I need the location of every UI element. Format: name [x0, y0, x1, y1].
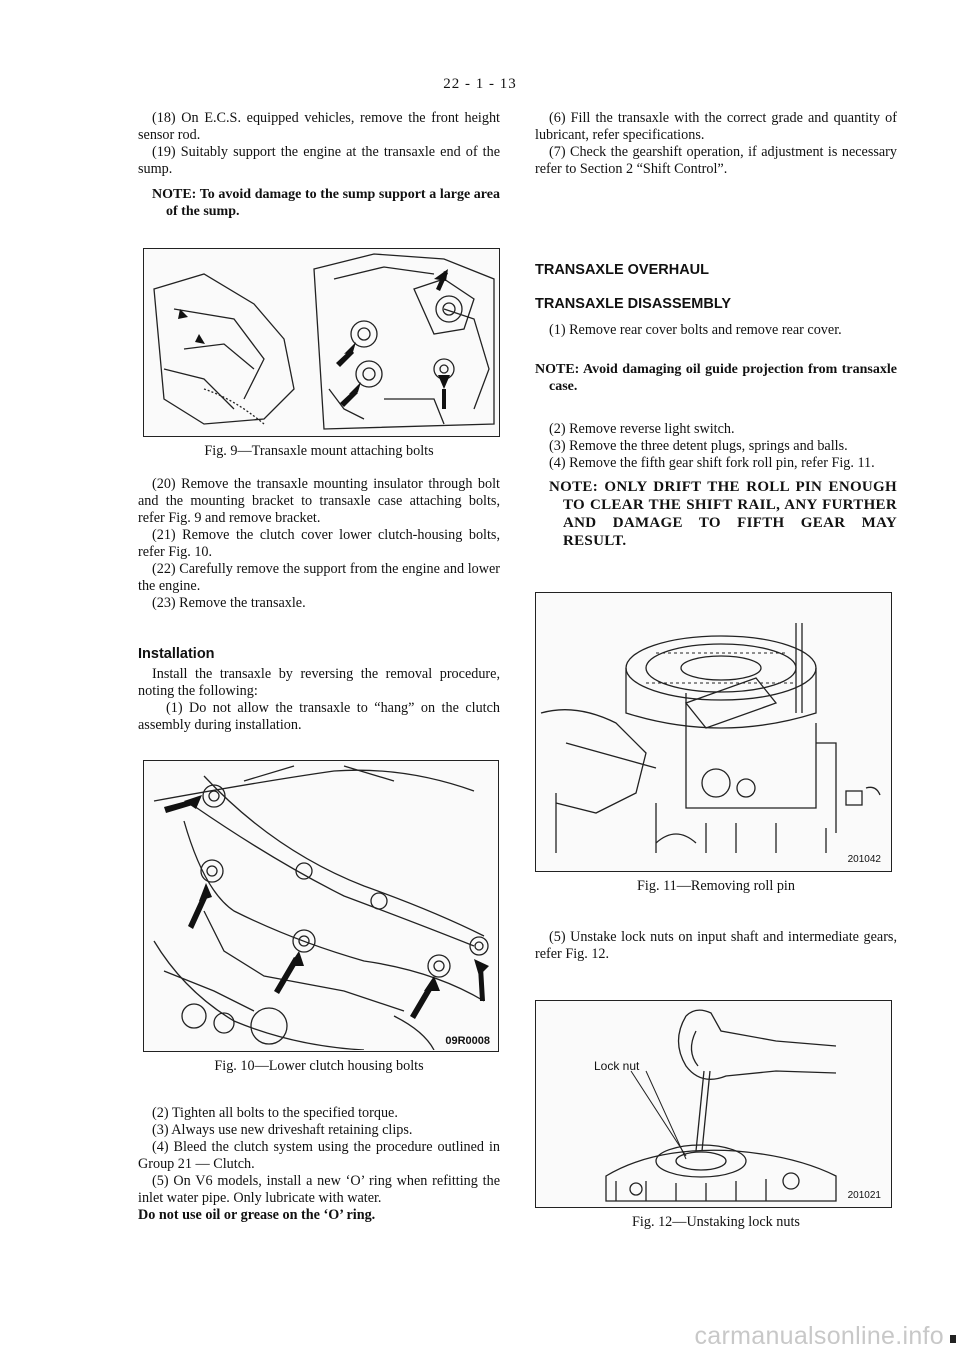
figure-12-code: 201021 — [847, 1190, 881, 1201]
watermark: carmanualsonline.info — [694, 1322, 944, 1350]
figure-10-illustration — [144, 761, 497, 1050]
step-7: (7) Check the gearshift operation, if adjustment is necessary refer to Section 2 “Shift Control”. — [535, 144, 897, 177]
disassembly-step-4: (4) Remove the fifth gear shift fork roll pin, refer Fig. 11. — [549, 455, 875, 471]
figure-9-caption: Fig. 9—Transaxle mount attaching bolts — [204, 443, 434, 459]
step-23: (23) Remove the transaxle. — [152, 595, 306, 611]
figure-11-illustration — [536, 593, 890, 870]
overhaul-heading: TRANSAXLE OVERHAUL — [535, 262, 710, 278]
step-20: (20) Remove the transaxle mounting insulator through bolt and the mounting bracket to transaxle case attaching bolts, refer Fig. 9 and remove bracket. — [138, 476, 500, 526]
figure-10 — [143, 760, 499, 1052]
disassembly-step-2: (2) Remove reverse light switch. — [549, 421, 735, 437]
disassembly-step-3: (3) Remove the three detent plugs, springs and balls. — [549, 438, 848, 454]
install-step-1: (1) Do not allow the transaxle to “hang” on the clutch assembly during installation. — [138, 700, 500, 733]
install-step-3: (3) Always use new driveshaft retaining clips. — [152, 1122, 413, 1138]
figure-12 — [535, 1000, 892, 1208]
left-column — [138, 110, 500, 1224]
figure-11-code: 201042 — [847, 854, 881, 865]
figure-11-caption: Fig. 11—Removing roll pin — [637, 878, 795, 894]
figure-12-callout: Lock nut — [594, 1059, 640, 1073]
disassembly-heading: TRANSAXLE DISASSEMBLY — [535, 296, 732, 312]
watermark-mark — [950, 1335, 956, 1343]
installation-heading: Installation — [138, 646, 215, 662]
figure-12-illustration — [536, 1001, 890, 1206]
figure-10-caption: Fig. 10—Lower clutch housing bolts — [214, 1058, 424, 1074]
install-step-5-warning: Do not use oil or grease on the ‘O’ ring. — [138, 1207, 376, 1223]
figure-10-code: 09R0008 — [445, 1035, 490, 1047]
right-column — [535, 110, 897, 1231]
note-sump-support: NOTE: To avoid damage to the sump support a large area of the sump. — [152, 187, 500, 219]
install-step-4: (4) Bleed the clutch system using the procedure outlined in Group 21 — Clutch. — [138, 1139, 500, 1172]
step-6: (6) Fill the transaxle with the correct grade and quantity of lubricant, refer specifications. — [535, 110, 897, 143]
disassembly-step-1: (1) Remove rear cover bolts and remove rear cover. — [549, 322, 842, 338]
step-22: (22) Carefully remove the support from the engine and lower the engine. — [138, 561, 500, 594]
step-21: (21) Remove the clutch cover lower clutch-housing bolts, refer Fig. 10. — [138, 527, 500, 560]
figure-12-caption: Fig. 12—Unstaking lock nuts — [632, 1214, 800, 1230]
note-roll-pin: NOTE: ONLY DRIFT THE ROLL PIN ENOUGH TO CLEAR THE SHIFT RAIL, ANY FURTHER AND DAMAGE TO FIFTH GEAR MAY RESULT. — [549, 479, 897, 549]
step-18: (18) On E.C.S. equipped vehicles, remove the front height sensor rod. — [138, 110, 500, 143]
page-number: 22 - 1 - 13 — [443, 76, 517, 92]
installation-intro: Install the transaxle by reversing the removal procedure, noting the following: — [138, 666, 500, 699]
figure-11 — [535, 592, 892, 872]
install-step-2: (2) Tighten all bolts to the specified torque. — [152, 1105, 398, 1121]
note-oil-guide: NOTE: Avoid damaging oil guide projection from transaxle case. — [535, 362, 897, 394]
figure-9 — [143, 248, 500, 437]
step-19: (19) Suitably support the engine at the transaxle end of the sump. — [138, 144, 500, 177]
install-step-5: (5) On V6 models, install a new ‘O’ ring when refitting the inlet water pipe. Only lubricate with water. — [138, 1173, 500, 1206]
figure-9-illustration — [144, 249, 498, 435]
disassembly-step-5: (5) Unstake lock nuts on input shaft and intermediate gears, refer Fig. 12. — [535, 929, 897, 962]
